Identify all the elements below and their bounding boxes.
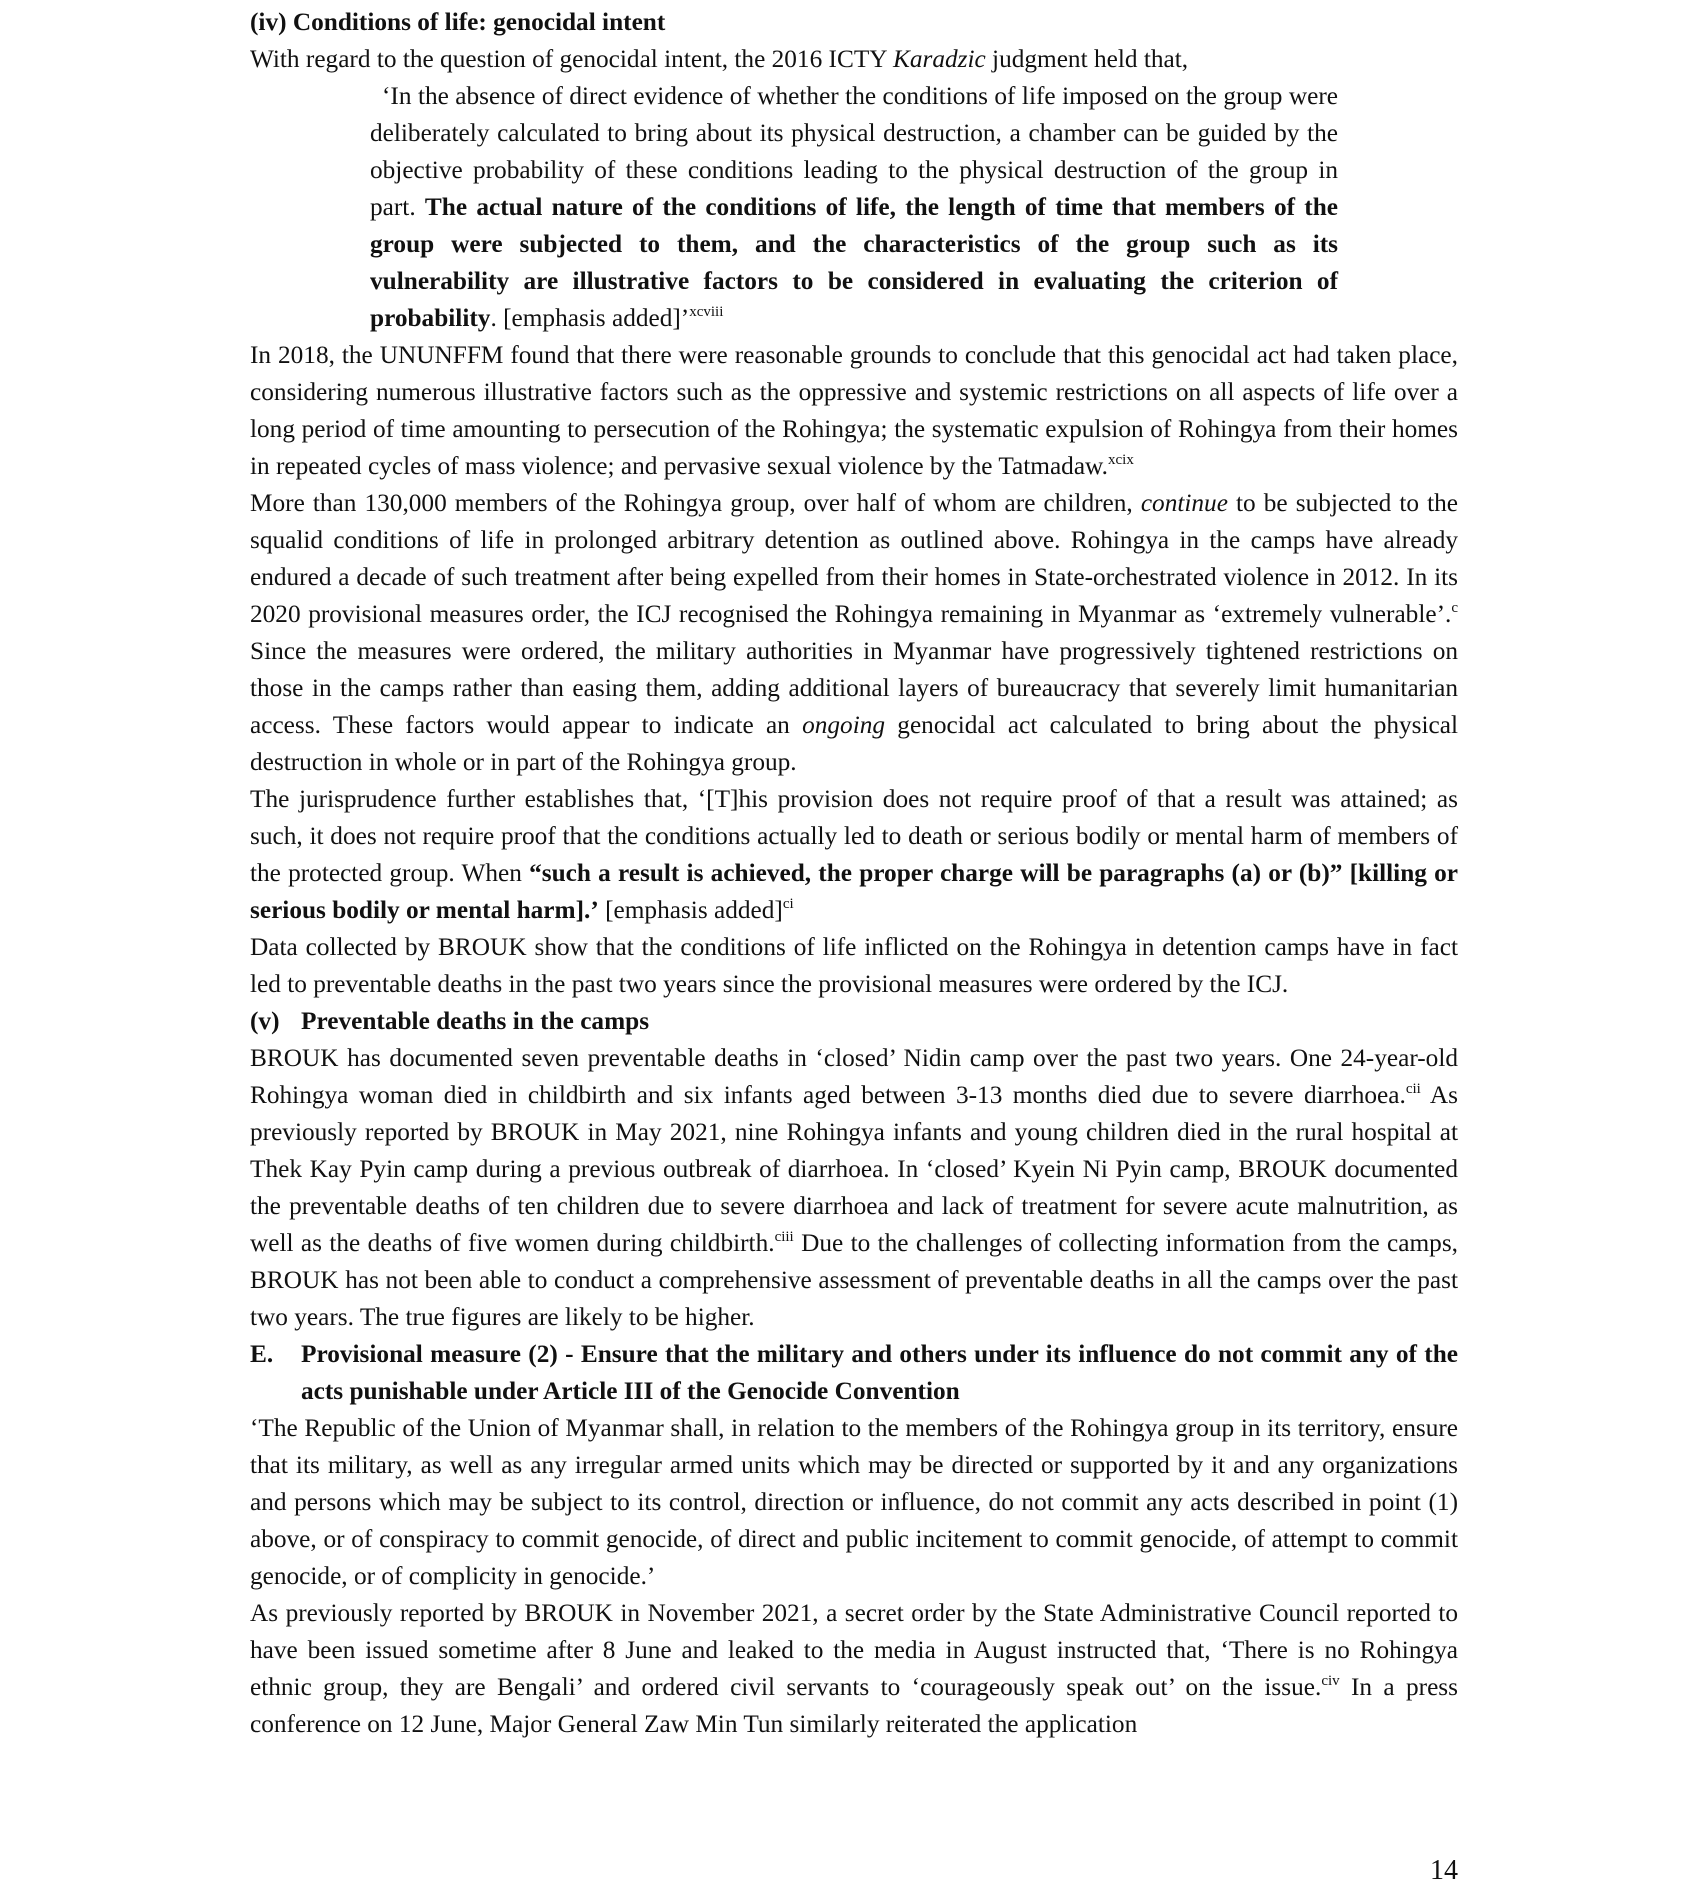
- quote-text: ‘In the absence of direct evidence of whether the conditions of life imposed on the group were deliberately calculated to bring about its physical destruction, a chamber can be guided by the objective probability of these conditions leading to the physical destruction of the group in part.: [370, 82, 1338, 221]
- paragraph-text: genocidal act calculated to bring about the physical destruction in whole or in part of the Rohingya group.: [250, 711, 1458, 776]
- footnote-ref[interactable]: ciii: [774, 1229, 794, 1245]
- quote-emphasis: The actual nature of the conditions of life, the length of time that members of the group were subjected to them, and the characteristics of the group such as its vulnerability are illustrative factors to be considered in evaluating the criterion of probability: [370, 193, 1339, 332]
- paragraph-text: As previously reported by BROUK in November 2021, a secret order by the State Administrative Council reported to have been issued sometime after 8 June and leaked to the media in August instructed that, ‘There is no Rohingya ethnic group, they are Bengali’ and ordered civil servants to ‘courageously speak out’ on the issue.: [250, 1599, 1458, 1701]
- emphasis-continue: continue: [1140, 489, 1228, 517]
- paragraph-text: In a press conference on 12 June, Major General Zaw Min Tun similarly reiterated the application: [250, 1673, 1458, 1738]
- paragraph-text: The jurisprudence further establishes that, ‘[T]his provision does not require proof of that a result was attained; as such, it does not require proof that the conditions actually led to death or serious bodily or mental harm of members of the protected group. When: [250, 785, 1458, 887]
- paragraph-text: Since the measures were ordered, the military authorities in Myanmar have progressively tightened restrictions on those in the camps rather than easing them, adding additional layers of bureaucracy that severely limit humanitarian access. These factors would appear to indicate an: [250, 600, 1471, 739]
- paragraph-data-collected: Data collected by BROUK show that the conditions of life inflicted on the Rohingya in detention camps have in fact led to preventable deaths in the past two years since the provisional measures were ordered by the ICJ.: [250, 933, 1458, 998]
- quote-tail: . [emphasis added]’: [490, 304, 690, 332]
- footnote-ref[interactable]: cii: [1405, 1081, 1421, 1097]
- section-e-heading: [250, 1336, 1458, 1410]
- footnote-ref[interactable]: civ: [1321, 1673, 1340, 1689]
- paragraph-text: BROUK has documented seven preventable deaths in ‘closed’ Nidin camp over the past two years. One 24-year-old Rohingya woman died in childbirth and six infants aged between 3-13 months died due to severe diarrhoea.: [250, 1044, 1458, 1109]
- intro-text: With regard to the question of genocidal intent, the 2016 ICTY: [250, 45, 893, 73]
- paragraph-text: [emphasis added]: [598, 896, 783, 924]
- footnote-ref[interactable]: xcix: [1108, 452, 1134, 468]
- karadzic-quote: [370, 78, 1338, 337]
- paragraph-ununffm: [250, 337, 1458, 485]
- footnote-ref[interactable]: c: [1451, 600, 1458, 616]
- emphasis-ongoing: ongoing: [802, 711, 886, 739]
- paragraph-text: Due to the challenges of collecting information from the camps, BROUK has not been able to conduct a comprehensive assessment of preventable deaths in all the camps over the past two years. The true figures are likely to be higher.: [250, 1229, 1458, 1331]
- paragraph-jurisprudence: [250, 781, 1458, 929]
- section-v-heading: [250, 1003, 1458, 1040]
- paragraph-130000: [250, 485, 1471, 781]
- footnote-ref[interactable]: xcviii: [689, 304, 724, 320]
- paragraph-text: As previously reported by BROUK in May 2021, nine Rohingya infants and young children died in the rural hospital at Thek Kay Pyin camp during a previous outbreak of diarrhoea. In ‘closed’ Kyein Ni Pyin camp, BROUK documented the preventable deaths of ten children due to severe diarrhoea and lack of treatment for severe acute malnutrition, as well as the deaths of five women during childbirth.: [250, 1081, 1458, 1257]
- paragraph-secret-order: [250, 1595, 1458, 1743]
- case-name: Karadzic: [892, 45, 986, 73]
- section-label: (v): [250, 1007, 280, 1035]
- section-iv-intro: [250, 41, 1458, 78]
- footnote-ref[interactable]: ci: [782, 896, 794, 912]
- section-title: Provisional measure (2) - Ensure that the military and others under its influence do not commit any of the acts punishable under Article III of the Genocide Convention: [301, 1340, 1458, 1405]
- section-label: E.: [250, 1340, 274, 1368]
- section-title: Preventable deaths in the camps: [301, 1007, 650, 1035]
- provisional-measure-quote: ‘The Republic of the Union of Myanmar shall, in relation to the members of the Rohingya group in its territory, ensure that its military, as well as any irregular armed units which may be directed or supported by it and any organizations and persons which may be subject to its control, direction or influence, do not commit any acts described in point (1) above, or of conspiracy to commit genocide, of direct and public incitement to commit genocide, of attempt to commit genocide, or of complicity in genocide.’: [250, 1414, 1458, 1590]
- paragraph-preventable-deaths: [250, 1040, 1458, 1336]
- quote-emphasis: “such a result is achieved, the proper charge will be paragraphs (a) or (b)” [killing or serious bodily or mental harm].’: [250, 859, 1458, 924]
- section-iv-heading: (iv) Conditions of life: genocidal intent: [250, 8, 666, 36]
- paragraph-text: More than 130,000 members of the Rohingya group, over half of whom are children,: [250, 489, 1141, 517]
- intro-text-end: judgment held that,: [985, 45, 1189, 73]
- paragraph-text: to be subjected to the squalid conditions of life in prolonged arbitrary detention as outlined above. Rohingya in the camps have already endured a decade of such treatment after being expelled from their homes in State-orchestrated violence in 2012. In its 2020 provisional measures order, the ICJ recognised the Rohingya remaining in Myanmar as ‘extremely vulnerable’.: [250, 489, 1458, 628]
- page-number: 14: [1430, 1855, 1458, 1886]
- document-page: [250, 4, 1471, 1743]
- paragraph-text: In 2018, the UNUNFFM found that there were reasonable grounds to conclude that this genocidal act had taken place, considering numerous illustrative factors such as the oppressive and systemic restrictions on all aspects of life over a long period of time amounting to persecution of the Rohingya; the systematic expulsion of Rohingya from their homes in repeated cycles of mass violence; and pervasive sexual violence by the Tatmadaw.: [250, 341, 1458, 480]
